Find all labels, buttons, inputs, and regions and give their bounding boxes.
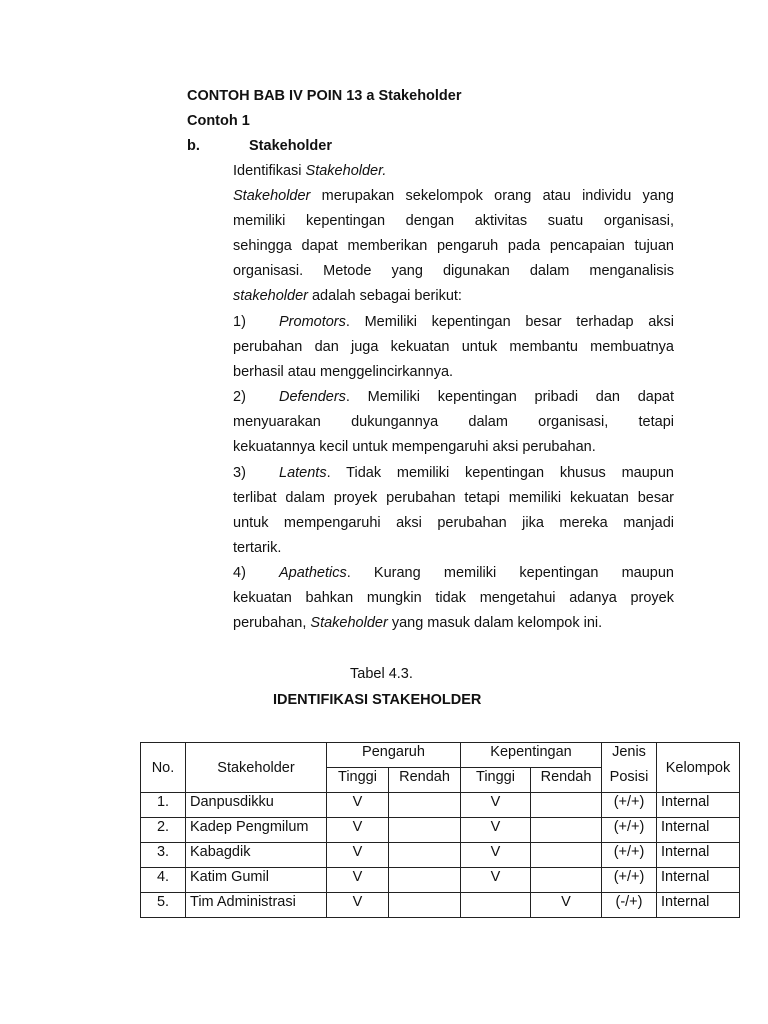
item-first-line xyxy=(279,564,674,582)
cell-no: 3. xyxy=(141,843,186,868)
item-line: berhasil atau menggelincirkannya. xyxy=(233,364,454,380)
header-stakeholder: Stakeholder xyxy=(186,743,327,793)
document-title: CONTOH BAB IV POIN 13 a Stakeholder xyxy=(187,88,462,104)
header-pengaruh-tinggi: Tinggi xyxy=(327,768,389,793)
text-run: . Tidak memiliki kepentingan khusus maupun xyxy=(326,465,674,481)
header-kepentingan: Kepentingan xyxy=(461,743,602,768)
cell-no: 1. xyxy=(141,793,186,818)
cell-pengaruh-rendah xyxy=(389,818,461,843)
italic-term: Stakeholder xyxy=(233,188,311,204)
item-term: Apathetics xyxy=(279,565,347,581)
italic-term: stakeholder xyxy=(233,288,308,304)
cell-posisi: (-/+) xyxy=(602,893,657,918)
cell-kelompok: Internal xyxy=(657,818,740,843)
cell-stakeholder: Kabagdik xyxy=(186,843,327,868)
cell-pengaruh-tinggi: V xyxy=(327,793,389,818)
paragraph-line xyxy=(233,187,674,205)
cell-pengaruh-tinggi: V xyxy=(327,868,389,893)
table-row xyxy=(141,843,740,868)
cell-posisi: (+/+) xyxy=(602,868,657,893)
item-line: kekuatannya kecil untuk mempengaruhi aksi perubahan. xyxy=(233,439,596,455)
cell-kepentingan-rendah xyxy=(531,843,602,868)
table-title: IDENTIFIKASI STAKEHOLDER xyxy=(273,692,482,708)
cell-kepentingan-tinggi: V xyxy=(461,793,531,818)
cell-posisi: (+/+) xyxy=(602,818,657,843)
table-row xyxy=(141,818,740,843)
cell-kelompok: Internal xyxy=(657,843,740,868)
cell-pengaruh-rendah xyxy=(389,868,461,893)
item-term: Latents xyxy=(279,465,327,481)
table-number: Tabel 4.3. xyxy=(350,666,413,682)
table-row xyxy=(141,893,740,918)
header-kepentingan-tinggi: Tinggi xyxy=(461,768,531,793)
identifikasi-prefix: Identifikasi xyxy=(233,163,306,179)
paragraph-line: memiliki kepentingan dengan aktivitas suatu organisasi, xyxy=(233,213,674,229)
text-run: merupakan sekelompok orang atau individu yang xyxy=(310,188,674,204)
item-line: perubahan dan juga kekuatan untuk membantu membuatnya xyxy=(233,339,674,355)
paragraph-line: organisasi. Metode yang digunakan dalam menganalisis xyxy=(233,263,674,279)
cell-no: 4. xyxy=(141,868,186,893)
text-run: yang masuk dalam kelompok ini. xyxy=(387,615,603,631)
cell-pengaruh-tinggi: V xyxy=(327,893,389,918)
identifikasi-line xyxy=(233,162,386,180)
section-letter: b. xyxy=(187,138,200,154)
cell-stakeholder: Katim Gumil xyxy=(186,868,327,893)
text-run: . Memiliki kepentingan pribadi dan dapat xyxy=(345,389,674,405)
item-number: 1) xyxy=(233,314,246,330)
cell-kepentingan-tinggi: V xyxy=(461,818,531,843)
cell-kepentingan-tinggi: V xyxy=(461,843,531,868)
cell-kepentingan-rendah: V xyxy=(531,893,602,918)
paragraph-line: sehingga dapat memberikan pengaruh pada pencapaian tujuan xyxy=(233,238,674,254)
cell-kelompok: Internal xyxy=(657,793,740,818)
italic-term: Stakeholder xyxy=(310,615,388,631)
text-run: . Kurang memiliki kepentingan maupun xyxy=(346,565,674,581)
cell-stakeholder: Tim Administrasi xyxy=(186,893,327,918)
item-number: 2) xyxy=(233,389,246,405)
text-run: adalah sebagai berikut: xyxy=(307,288,462,304)
text-run: . Memiliki kepentingan besar terhadap aksi xyxy=(345,314,674,330)
stakeholder-table xyxy=(140,742,740,918)
cell-kepentingan-rendah xyxy=(531,793,602,818)
cell-pengaruh-tinggi: V xyxy=(327,818,389,843)
cell-pengaruh-rendah xyxy=(389,793,461,818)
cell-no: 2. xyxy=(141,818,186,843)
item-line: menyuarakan dukungannya dalam organisasi, tetapi xyxy=(233,414,674,430)
section-title: Stakeholder xyxy=(249,138,332,154)
document-subtitle: Contoh 1 xyxy=(187,113,250,129)
cell-pengaruh-rendah xyxy=(389,893,461,918)
identifikasi-italic: Stakeholder. xyxy=(305,163,387,179)
cell-stakeholder: Danpusdikku xyxy=(186,793,327,818)
text-run: perubahan, xyxy=(233,615,311,631)
table-row xyxy=(141,793,740,818)
cell-pengaruh-tinggi: V xyxy=(327,843,389,868)
table-header-row xyxy=(141,743,740,768)
item-term: Defenders xyxy=(279,389,346,405)
item-first-line xyxy=(279,388,674,406)
cell-kepentingan-tinggi xyxy=(461,893,531,918)
cell-kelompok: Internal xyxy=(657,868,740,893)
item-term: Promotors xyxy=(279,314,346,330)
header-no: No. xyxy=(141,743,186,793)
item-line: kekuatan bahkan mungkin tidak mengetahui adanya proyek xyxy=(233,590,674,606)
header-posisi: Posisi xyxy=(602,768,657,793)
table-row xyxy=(141,868,740,893)
item-first-line xyxy=(279,313,674,331)
cell-kepentingan-tinggi: V xyxy=(461,868,531,893)
header-kelompok: Kelompok xyxy=(657,743,740,793)
header-jenis: Jenis xyxy=(602,743,657,768)
cell-kepentingan-rendah xyxy=(531,868,602,893)
header-pengaruh-rendah: Rendah xyxy=(389,768,461,793)
header-pengaruh: Pengaruh xyxy=(327,743,461,768)
cell-pengaruh-rendah xyxy=(389,843,461,868)
cell-posisi: (+/+) xyxy=(602,793,657,818)
cell-kelompok: Internal xyxy=(657,893,740,918)
item-line: terlibat dalam proyek perubahan tetapi memiliki kekuatan besar xyxy=(233,490,674,506)
header-kepentingan-rendah: Rendah xyxy=(531,768,602,793)
item-line: untuk mempengaruhi aksi perubahan jika mereka manjadi xyxy=(233,515,674,531)
item-line xyxy=(233,614,602,632)
cell-kepentingan-rendah xyxy=(531,818,602,843)
paragraph-line xyxy=(233,287,462,305)
item-number: 3) xyxy=(233,465,246,481)
cell-stakeholder: Kadep Pengmilum xyxy=(186,818,327,843)
item-number: 4) xyxy=(233,565,246,581)
cell-no: 5. xyxy=(141,893,186,918)
cell-posisi: (+/+) xyxy=(602,843,657,868)
item-line: tertarik. xyxy=(233,540,282,556)
item-first-line xyxy=(279,464,674,482)
